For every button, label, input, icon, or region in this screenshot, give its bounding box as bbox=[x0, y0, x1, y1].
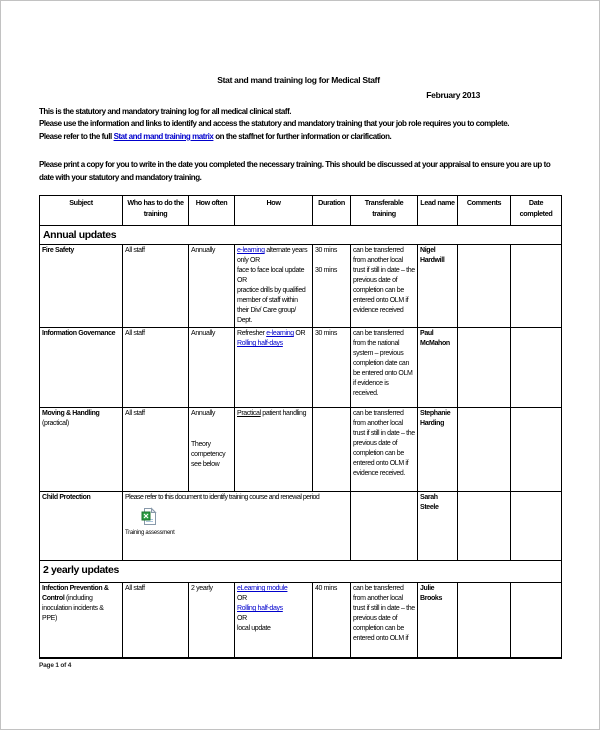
cell-duration: 40 mins bbox=[313, 583, 351, 658]
how-text: OR bbox=[293, 330, 306, 338]
cell-lead-name: Stephanie Harding bbox=[418, 408, 458, 492]
subject-text: Moving & Handling bbox=[42, 410, 100, 418]
table-row-infection-prevention bbox=[40, 583, 562, 658]
col-header-who: Who has to do the training bbox=[123, 196, 189, 226]
col-header-how-often: How often bbox=[189, 196, 235, 226]
cell-lead-name: Nigel Hardwill bbox=[418, 245, 458, 328]
how-text: OR bbox=[237, 615, 247, 623]
cell-how bbox=[235, 245, 313, 328]
elearning-module-link[interactable]: eLearning module bbox=[237, 585, 288, 593]
refer-prefix: Please refer to the full bbox=[39, 131, 114, 141]
cell-who: All staff bbox=[123, 245, 189, 328]
document-body bbox=[39, 75, 558, 669]
cell-subject: Child Protection bbox=[40, 492, 123, 561]
how-text: face to face local update OR bbox=[237, 267, 305, 285]
section-row-annual-updates bbox=[40, 226, 562, 245]
cell-how-often: Annually bbox=[189, 245, 235, 328]
subject-text: Infection Prevention & Control bbox=[42, 585, 109, 603]
col-header-subject: Subject bbox=[40, 196, 123, 226]
cell-subject: Fire Safety bbox=[40, 245, 123, 328]
intro-line-3 bbox=[39, 131, 558, 143]
page-number: Page 1 of 4 bbox=[39, 661, 72, 669]
how-often-text: Theory competency see below bbox=[191, 441, 226, 469]
cell-date-completed-empty bbox=[511, 408, 562, 492]
cell-subject: Information Governance bbox=[40, 328, 123, 408]
doc-date: February 2013 bbox=[426, 90, 480, 100]
cell-comments-empty bbox=[458, 583, 511, 658]
training-matrix-link[interactable]: Stat and mand training matrix bbox=[113, 131, 214, 141]
cell-transferable: can be transferred from the national system – previous completion date can be entered onto OLM if evidence is received. bbox=[351, 328, 418, 408]
table-row-fire-safety bbox=[40, 245, 562, 328]
cell-comments-empty bbox=[458, 408, 511, 492]
cell-transferable: can be transferred from another local trust if still in date – the previous date of completion can be entered onto OLM if evidence received bbox=[351, 245, 418, 328]
cell-date-completed-empty bbox=[511, 245, 562, 328]
cell-how bbox=[235, 328, 313, 408]
cell-how bbox=[235, 583, 313, 658]
attachment-caption: Training assessment bbox=[125, 530, 175, 537]
cell-lead-name: Julie Brooks bbox=[418, 583, 458, 658]
rolling-half-days-link[interactable]: Rolling half-days bbox=[237, 605, 283, 613]
cell-date-completed-empty bbox=[511, 492, 562, 561]
cell-transferable-empty bbox=[351, 492, 418, 561]
cell-who: All staff bbox=[123, 408, 189, 492]
table-row-information-governance bbox=[40, 328, 562, 408]
cell-subject bbox=[40, 408, 123, 492]
cell-how-often bbox=[189, 408, 235, 492]
intro-line-1: This is the statutory and mandatory training log for all medical clinical staff. bbox=[39, 107, 292, 116]
how-text: practice drills by qualified member of staff within their Div/ Care group/ Dept. bbox=[237, 287, 306, 325]
how-text: alternate years only OR bbox=[237, 247, 308, 265]
how-text: Refresher bbox=[237, 330, 267, 338]
cell-transferable: can be transferred from another local trust if still in date – the previous date of completion can be entered onto OLM if evidence received. bbox=[351, 408, 418, 492]
cell-how-often: 2 yearly bbox=[189, 583, 235, 658]
excel-file-icon[interactable] bbox=[141, 507, 157, 526]
cell-who: All staff bbox=[123, 328, 189, 408]
cell-date-completed-empty bbox=[511, 328, 562, 408]
cell-lead-name: Paul McMahon bbox=[418, 328, 458, 408]
cell-comments-empty bbox=[458, 328, 511, 408]
duration-value: 30 mins bbox=[315, 247, 338, 255]
how-text: patient handling bbox=[260, 410, 307, 418]
cell-duration bbox=[313, 245, 351, 328]
refer-suffix: on the staffnet for further information or clarification. bbox=[213, 131, 392, 141]
cell-who: All staff bbox=[123, 583, 189, 658]
e-learning-link[interactable]: e-learning bbox=[237, 247, 265, 255]
duration-value: 30 mins bbox=[315, 267, 338, 275]
cell-comments-empty bbox=[458, 492, 511, 561]
how-text: OR bbox=[237, 595, 247, 603]
section-label: 2 yearly updates bbox=[40, 561, 562, 583]
how-often-text: Annually bbox=[191, 410, 216, 418]
cell-comments-empty bbox=[458, 245, 511, 328]
col-header-date-completed: Date completed bbox=[511, 196, 562, 226]
cell-how bbox=[235, 408, 313, 492]
cell-transferable: can be transferred from another local trust if still in date – the previous date of completion can be entered onto OLM if bbox=[351, 583, 418, 658]
subject-note: (including inoculation incidents & PPE) bbox=[42, 595, 104, 623]
attachment bbox=[125, 507, 348, 538]
cell-date-completed-empty bbox=[511, 583, 562, 658]
col-header-duration: Duration bbox=[313, 196, 351, 226]
section-label: Annual updates bbox=[40, 226, 562, 245]
training-log-table bbox=[39, 195, 562, 659]
print-note: Please print a copy for you to write in the date you completed the necessary training. This should be discussed at your appraisal to ensure you are up to date with your statutory and mandatory training. bbox=[39, 160, 551, 182]
cell-lead-name: Sarah Steele bbox=[418, 492, 458, 561]
col-header-how: How bbox=[235, 196, 313, 226]
cell-how-often: Annually bbox=[189, 328, 235, 408]
how-text: local update bbox=[237, 625, 271, 633]
table-row-child-protection bbox=[40, 492, 562, 561]
col-header-lead-name: Lead name bbox=[418, 196, 458, 226]
note-text: Please refer to this document to identify training course and renewal period bbox=[125, 494, 320, 502]
rolling-half-days-link[interactable]: Rolling half-days bbox=[237, 340, 283, 348]
cell-subject bbox=[40, 583, 123, 658]
cell-child-protection-note bbox=[123, 492, 351, 561]
e-learning-link[interactable]: e-learning bbox=[266, 330, 294, 338]
subject-note: (practical) bbox=[42, 420, 69, 428]
cell-duration-empty bbox=[313, 408, 351, 492]
table-row-moving-handling bbox=[40, 408, 562, 492]
page-title: Stat and mand training log for Medical Staff bbox=[217, 75, 380, 85]
col-header-comments: Comments bbox=[458, 196, 511, 226]
col-header-transferable: Transferable training bbox=[351, 196, 418, 226]
section-row-2-yearly-updates bbox=[40, 561, 562, 583]
intro-line-2: Please use the information and links to identify and access the statutory and mandatory training that your job role requires you to complete. bbox=[39, 119, 509, 129]
cell-duration: 30 mins bbox=[313, 328, 351, 408]
table-header-row bbox=[40, 196, 562, 226]
how-underlined-text: Practical bbox=[237, 410, 261, 418]
